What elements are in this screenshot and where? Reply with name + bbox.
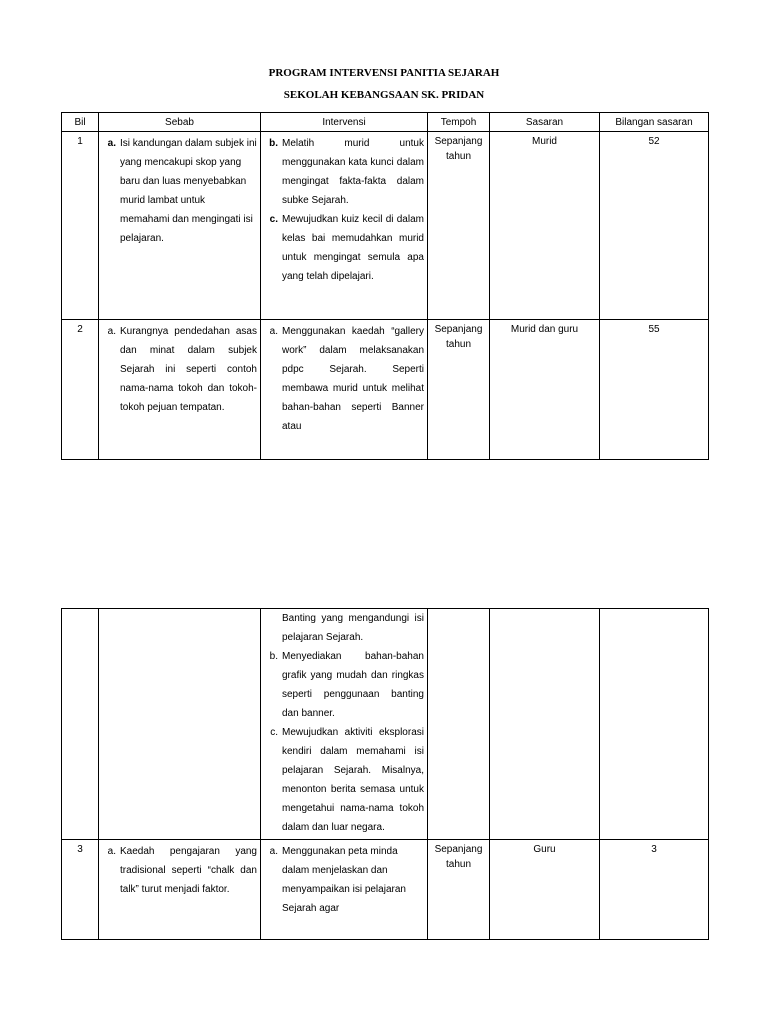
cell-intervensi (261, 609, 428, 840)
col-header-sebab: Sebab (99, 113, 261, 132)
cell-tempoh (428, 609, 490, 840)
cell-bilangan (600, 609, 709, 840)
table-row (62, 132, 709, 320)
list-item: b. Melatih murid untuk menggunakan kata kunci dalam mengingat fakta-fakta dalam subke Sejarah. (269, 138, 424, 206)
table-header-row (62, 113, 709, 132)
cell-bilangan: 52 (600, 132, 709, 320)
cell-tempoh: Sepanjang tahun (428, 320, 490, 460)
table-row (62, 840, 709, 940)
cell-sebab (99, 609, 261, 840)
list-item: a. Isi kandungan dalam subjek ini yang mencakupi skop yang baru dan luas menyebabkan murid lambat untuk memahami dan mengingati isi pelajaran. (107, 138, 257, 244)
cell-intervensi (261, 132, 428, 320)
cell-bilangan: 3 (600, 840, 709, 940)
cell-intervensi (261, 840, 428, 940)
cell-bil (62, 609, 99, 840)
cell-sasaran: Murid (490, 132, 600, 320)
list-item: a. Kurangnya pendedahan asas dan minat dalam subjek Sejarah ini seperti contoh nama-nama tokoh dan tokoh-tokoh pejuan tempatan. (107, 326, 257, 413)
col-header-bilangan: Bilangan sasaran (600, 113, 709, 132)
school-name: SEKOLAH KEBANGSAAN SK. PRIDAN (283, 89, 485, 101)
cell-sebab (99, 132, 261, 320)
cell-sasaran (490, 609, 600, 840)
list-item: a. Menggunakan kaedah “gallery work” dalam melaksanakan pdpc Sejarah. Seperti membawa murid untuk melihat bahan-bahan seperti Banner atau (269, 326, 424, 432)
list-item: c. Mewujudkan kuiz kecil di dalam kelas bai memudahkan murid untuk mengingat semula apa yang telah dipelajari. (269, 214, 424, 282)
cell-bil: 2 (62, 320, 99, 460)
cell-sasaran: Guru (490, 840, 600, 940)
list-item: Banting yang mengandungi isi pelajaran Sejarah. (282, 613, 424, 643)
intervention-table-page1 (61, 112, 709, 460)
intervention-table-page2 (61, 608, 709, 940)
list-item: b. Menyediakan bahan-bahan grafik yang mudah dan ringkas seperti penggunaan banting dan banner. (269, 651, 424, 719)
cell-bilangan: 55 (600, 320, 709, 460)
list-item: a. Kaedah pengajaran yang tradisional seperti “chalk dan talk” turut menjadi faktor. (107, 846, 257, 895)
table-row (62, 320, 709, 460)
cell-sebab (99, 320, 261, 460)
table-row-continued (62, 609, 709, 840)
col-header-intervensi: Intervensi (261, 113, 428, 132)
cell-sasaran: Murid dan guru (490, 320, 600, 460)
cell-bil: 1 (62, 132, 99, 320)
document-title: PROGRAM INTERVENSI PANITIA SEJARAH (268, 67, 500, 79)
cell-sebab (99, 840, 261, 940)
col-header-bil: Bil (62, 113, 99, 132)
col-header-tempoh: Tempoh (428, 113, 490, 132)
cell-tempoh: Sepanjang tahun (428, 132, 490, 320)
cell-intervensi (261, 320, 428, 460)
list-item: c. Mewujudkan aktiviti eksplorasi kendiri dalam memahami isi pelajaran Sejarah. Misalnya, menonton berita semasa untuk mengetahui nama-nama tokoh dalam dan luar negara. (270, 727, 424, 833)
col-header-sasaran: Sasaran (490, 113, 600, 132)
list-item: a. Menggunakan peta minda dalam menjelaskan dan menyampaikan isi pelajaran Sejarah agar (269, 846, 406, 914)
cell-bil: 3 (62, 840, 99, 940)
cell-tempoh: Sepanjang tahun (428, 840, 490, 940)
